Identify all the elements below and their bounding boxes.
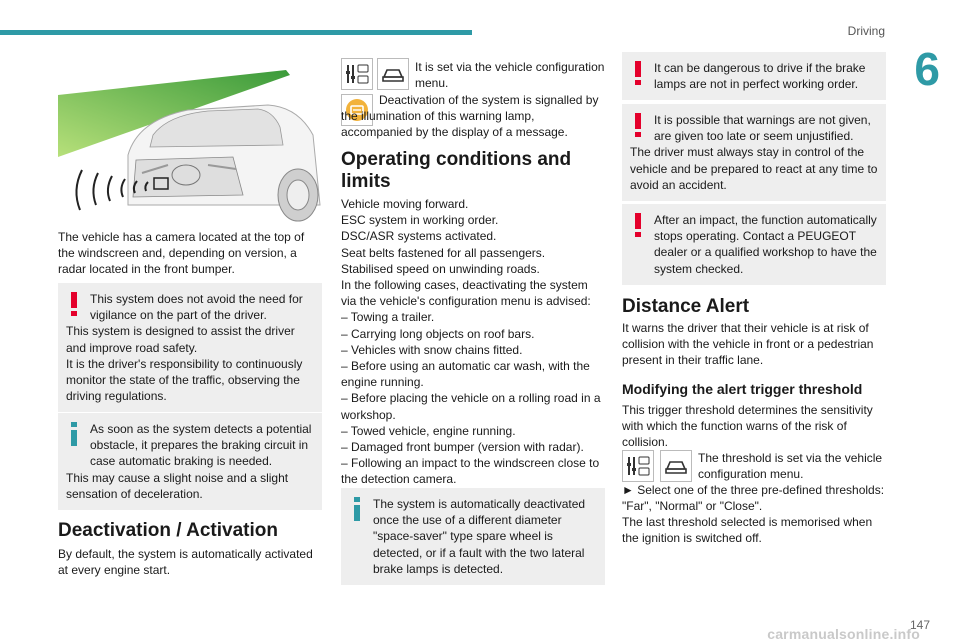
- list-item: – Vehicles with snow chains fitted.: [341, 342, 523, 357]
- config-menu-text: It is set via the vehicle configuration menu.: [415, 60, 605, 91]
- list-item: – Before using an automatic car wash, with the engine running.: [341, 359, 590, 390]
- distance-alert-paragraph: It warns the driver that their vehicle is at risk of collision with the vehicle in front or a pedestrian present in their traffic lane.: [622, 321, 874, 368]
- section-title: Driving: [847, 24, 885, 38]
- watermark-text: carmanualsonline.info: [767, 626, 920, 642]
- warning-box-unjustified: [622, 104, 886, 201]
- list-item: – Damaged front bumper (version with radar).: [341, 440, 584, 455]
- heading-operating-conditions: Operating conditions and limits: [341, 149, 572, 192]
- header-accent-bar: [0, 30, 472, 35]
- list-item: Vehicle moving forward.: [341, 197, 469, 211]
- warning-text: This system does not avoid the need for vigilance on the part of the driver.: [90, 292, 303, 323]
- info-text: The system is automatically deactivated once the use of a different diameter "space-saver" type spare wheel is detected, or if a fault with the two lateral brake lamps is detected.: [373, 497, 586, 576]
- warning-box-impact: [622, 204, 886, 285]
- list-item: DSC/ASR systems activated.: [341, 229, 497, 244]
- warning-text: After an impact, the function automatically stops operating. Contact a PEUGEOT dealer or a qualified workshop to have the system checked.: [654, 213, 877, 276]
- page-number: 147: [909, 618, 930, 632]
- deactivation-paragraph: By default, the system is automatically activated at every engine start.: [58, 547, 313, 578]
- vehicle-settings-icon: [660, 450, 692, 482]
- list-item: Stabilised speed on unwinding roads.: [341, 261, 540, 276]
- list-item: – Carrying long objects on roof bars.: [341, 326, 535, 341]
- warning-exclamation-icon: [634, 61, 642, 85]
- list-item: In the following cases, deactivating the system via the vehicle's configuration menu is advised:: [341, 278, 591, 309]
- list-item: ESC system in working order.: [341, 213, 499, 228]
- info-box-spare-wheel: [341, 488, 605, 585]
- list-item: – Towed vehicle, engine running.: [341, 423, 516, 438]
- info-i-icon: [70, 422, 78, 446]
- heading-threshold: Modifying the alert trigger threshold: [622, 381, 863, 397]
- warning-exclamation-icon: [634, 213, 642, 237]
- info-text: This may cause a slight noise and a slight sensation of deceleration.: [66, 470, 289, 501]
- heading-distance-alert: Distance Alert: [622, 296, 750, 317]
- settings-menu-icon: [622, 450, 654, 482]
- select-threshold-instruction: ► Select one of the three pre-defined thresholds: "Far", "Normal" or "Close".: [622, 483, 885, 514]
- list-item: – Towing a trailer.: [341, 310, 435, 325]
- heading-deactivation: Deactivation / Activation: [58, 520, 278, 541]
- info-i-icon: [353, 497, 361, 521]
- list-item: – Following an impact to the windscreen close to the detection camera.: [341, 456, 600, 487]
- conditions-list: [341, 196, 605, 488]
- info-box-obstacle: [58, 413, 322, 510]
- warning-box-brake-lamps: [622, 52, 886, 100]
- warning-lamp-text: Deactivation of the system is signalled by the illumination of this warning lamp, accompanied by the display of a message.: [341, 93, 599, 140]
- warning-box-vigilance: [58, 283, 322, 412]
- info-text: As soon as the system detects a potential obstacle, it prepares the braking circuit in case automatic braking is needed.: [90, 422, 312, 469]
- warning-text: It is possible that warnings are not given, are given too late or seem unjustified.: [654, 113, 871, 144]
- list-item: Seat belts fastened for all passengers.: [341, 245, 546, 260]
- threshold-memorised-text: The last threshold selected is memorised when the ignition is switched off.: [622, 515, 873, 546]
- threshold-config-text: The threshold is set via the vehicle configuration menu.: [698, 451, 883, 482]
- warning-text: It can be dangerous to drive if the brake lamps are not in perfect working order.: [654, 61, 866, 92]
- car-camera-radar-illustration: [58, 65, 322, 225]
- vehicle-settings-icon: [377, 58, 409, 90]
- intro-paragraph: The vehicle has a camera located at the top of the windscreen and, depending on version, a radar located in the front bumper.: [58, 230, 305, 277]
- warning-text: The driver must always stay in control of the vehicle and be prepared to react at any time to avoid an accident.: [630, 145, 878, 192]
- warning-text: It is the driver's responsibility to continuously monitor the state of the traffic, observing the driving regulations.: [66, 356, 303, 404]
- threshold-paragraph: This trigger threshold determines the sensitivity with which the function warns of the risk of collision.: [622, 403, 873, 450]
- warning-exclamation-icon: [634, 113, 642, 137]
- list-item: – Before placing the vehicle on a rolling road in a workshop.: [341, 391, 601, 422]
- warning-text: This system is designed to assist the driver and improve road safety.: [66, 324, 295, 355]
- warning-exclamation-icon: [70, 292, 78, 316]
- settings-menu-icon: [341, 58, 373, 90]
- chapter-number: 6: [914, 43, 940, 95]
